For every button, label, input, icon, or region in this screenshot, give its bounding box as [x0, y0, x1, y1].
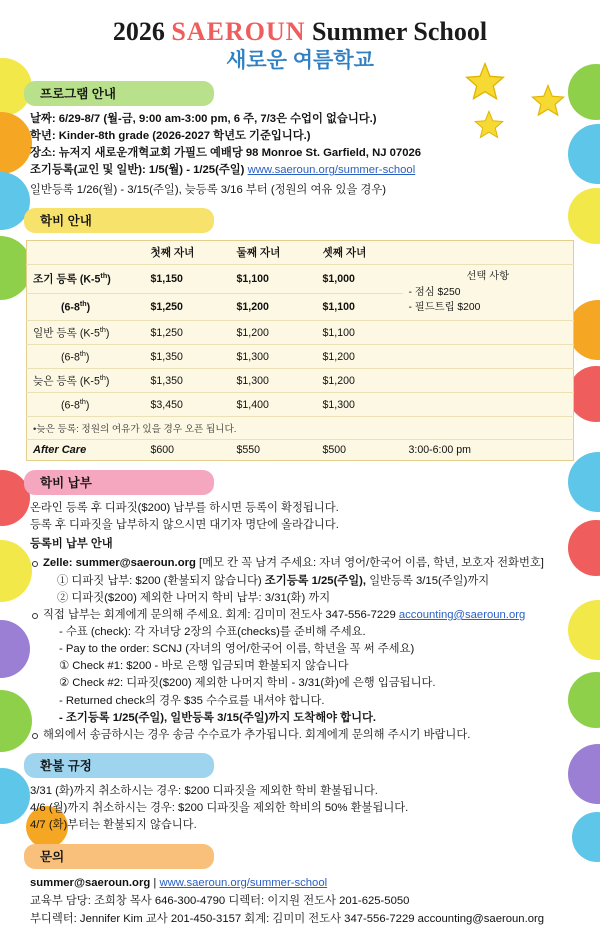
row-value: $1,150 [145, 265, 231, 293]
option-fieldtrip: - 필드트립 $200 [408, 302, 481, 314]
program-location-label: 장소: [30, 147, 59, 159]
program-body [24, 106, 576, 200]
row-value: $1,100 [317, 293, 403, 320]
refund-line: 4/7 (화)부터는 환불되지 않습니다. [30, 819, 197, 832]
page-title [24, 0, 576, 72]
title-brand: SAEROUN [171, 17, 306, 46]
table-header-row [27, 241, 574, 265]
aftercare-value: $500 [322, 443, 347, 456]
empty-cell [403, 345, 574, 369]
row-value: $3,450 [145, 393, 231, 417]
options-cell [403, 265, 574, 320]
row-value: $1,400 [231, 393, 317, 417]
section-refund [24, 753, 576, 834]
row-label: 늦은 등록 (K-5th) [27, 368, 145, 393]
refund-line: 3/31 (화)까지 취소하시는 경우: $200 디파짓을 제외한 학비 환불됩니다. [30, 785, 378, 798]
col-empty [27, 241, 145, 265]
program-grade-value: Kinder-8th grade (2026-2027 학년도 기준입니다.) [58, 129, 311, 142]
row-label: (6-8th) [27, 393, 145, 417]
row-value: $1,200 [231, 320, 317, 345]
row-value: $1,350 [145, 345, 231, 369]
section-header-refund: 환불 규정 [24, 753, 214, 778]
aftercare-row [27, 439, 574, 460]
section-header-program: 프로그램 안내 [24, 81, 214, 106]
program-general-value: 일반등록 1/26(월) - 3/15(주일), 늦등록 3/16 부터 (정원의 여유 있을 경우) [30, 184, 386, 197]
program-early-value: 1/5(월) - 1/25(주일) [148, 164, 245, 177]
table-row [27, 393, 574, 417]
check-note: ① Check #1: $200 - 바로 은행 입금되며 환불되지 않습니다 [59, 660, 349, 673]
section-header-tuition: 학비 안내 [24, 208, 214, 233]
contact-staff-line: 부디렉터: Jennifer Kim 교사 201-450-3157 회계: 김미미 전도사 347-556-7229 accounting@saeroun.org [30, 912, 545, 925]
section-tuition [24, 208, 576, 460]
deposit-line: ① 디파짓 납부: $200 (환불되지 않습니다) 조기등록 1/25(주일), 일반등록 3/15(주일)까지 [57, 574, 490, 587]
section-contact [24, 844, 576, 928]
registration-link[interactable]: www.saeroun.org/summer-school [247, 164, 416, 177]
row-value: $1,300 [231, 368, 317, 393]
program-location-value: 뉴저지 새로운개혁교회 가필드 예배당 98 Monroe St. Garfield, NJ 07026 [58, 147, 422, 159]
section-payment [24, 470, 576, 744]
empty-cell [403, 393, 574, 417]
table-row [27, 265, 574, 293]
check-deadline: - 조기등록 1/25(주일), 일반등록 3/15(주일)까지 도착해야 합니다. [59, 711, 377, 724]
col-child3: 셋째 자녀 [317, 241, 403, 265]
aftercare-value: $550 [236, 443, 261, 456]
aftercare-time: 3:00-6:00 pm [408, 443, 471, 456]
payment-body [24, 495, 576, 744]
check-note: ② Check #2: 디파짓($200) 제외한 나머지 학비 - 3/31(화)에 은행 입금됩니다. [59, 677, 436, 690]
overseas-note: 해외에서 송금하시는 경우 송금 수수료가 추가됩니다. 회계에게 문의해 주시기 바랍니다. [43, 728, 471, 741]
contact-separator: | [150, 876, 160, 889]
table-row [27, 345, 574, 369]
page-subtitle: 새로운 여름학교 [226, 48, 374, 72]
section-program [24, 81, 576, 200]
row-value: $1,350 [145, 368, 231, 393]
list-item [30, 727, 570, 744]
direct-payment-text: 직접 납부는 회계에게 문의해 주세요. 회계: 김미미 전도사 347-556-7229 [43, 608, 399, 621]
row-value: $1,000 [317, 265, 403, 293]
refund-body [24, 778, 576, 834]
payment-list [30, 555, 570, 744]
contact-email[interactable]: summer@saeroun.org [30, 876, 151, 889]
check-note: - 수표 (check): 각 자녀당 2장의 수표(checks)를 준비해 주세요. [59, 626, 366, 638]
row-value: $1,300 [231, 345, 317, 369]
list-item [30, 555, 570, 606]
table-row [27, 368, 574, 393]
table-footnote-row [27, 416, 574, 439]
row-label: (6-8th) [27, 345, 145, 369]
aftercare-value: $600 [150, 443, 175, 456]
list-item [30, 607, 570, 727]
tuition-footnote: •늦은 등록: 정원의 여유가 있을 경우 오픈 됩니다. [27, 416, 574, 439]
refund-line: 4/6 (월)까지 취소하시는 경우: $200 디파짓을 제외한 학비의 50% 환불됩니다. [30, 802, 409, 815]
zelle-address: Zelle: summer@saeroun.org [43, 557, 200, 570]
row-label: 조기 등록 (K-5th) [27, 265, 145, 293]
row-value: $1,200 [317, 368, 403, 393]
program-grade-label: 학년: [30, 129, 59, 142]
accounting-email-link[interactable]: accounting@saeroun.org [398, 608, 526, 621]
empty-cell [403, 368, 574, 393]
option-lunch: - 점심 $250 [408, 286, 461, 298]
row-value: $1,250 [145, 320, 231, 345]
title-year: 2026 [112, 17, 172, 46]
col-child1: 첫째 자녀 [145, 241, 231, 265]
row-value: $1,100 [231, 265, 317, 293]
row-value: $1,200 [317, 345, 403, 369]
contact-body [24, 869, 576, 928]
program-date-label: 날짜: [30, 112, 59, 125]
check-note: - Returned check의 경우 $35 수수료를 내셔야 합니다. [59, 694, 325, 707]
col-options [403, 241, 574, 265]
balance-line: ② 디파짓($200) 제외한 나머지 학비 납부: 3/31(화) 까지 [57, 591, 331, 604]
contact-staff-line: 교육부 담당: 조희창 목사 646-300-4790 디렉터: 이지원 전도사 201-625-5050 [30, 894, 410, 907]
program-early-label: 조기등록(교인 및 일반): [30, 164, 149, 177]
title-rest: Summer School [305, 17, 488, 46]
tuition-table [26, 240, 574, 460]
section-header-contact: 문의 [24, 844, 214, 869]
table-row [27, 320, 574, 345]
program-date-value: 6/29-8/7 (월-금, 9:00 am-3:00 pm, 6 주, 7/3은 수업이 없습니다.) [58, 112, 377, 125]
zelle-memo-note: [메모 칸 꼭 남겨 주세요: 자녀 영어/한국어 이름, 학년, 보호자 전화번호] [199, 557, 544, 570]
payment-subtitle: 등록비 납부 안내 [30, 538, 113, 551]
payment-intro-2: 등록 후 디파짓을 납부하지 않으시면 대기자 명단에 올라갑니다. [30, 519, 339, 532]
col-child2: 둘째 자녀 [231, 241, 317, 265]
row-label: (6-8th) [27, 293, 145, 320]
check-note: - Pay to the order: SCNJ (자녀의 영어/한국어 이름, 학년을 꼭 써 주세요) [59, 643, 415, 656]
section-header-payment: 학비 납부 [24, 470, 214, 495]
row-value: $1,250 [145, 293, 231, 320]
options-title: 선택 사항 [466, 271, 510, 283]
aftercare-label: After Care [33, 443, 87, 456]
payment-intro-1: 온라인 등록 후 디파짓($200) 납부를 하시면 등록이 확정됩니다. [30, 501, 339, 514]
empty-cell [403, 320, 574, 345]
row-value: $1,200 [231, 293, 317, 320]
contact-website-link[interactable]: www.saeroun.org/summer-school [159, 876, 328, 889]
row-label: 일반 등록 (K-5th) [27, 320, 145, 345]
row-value: $1,300 [317, 393, 403, 417]
row-value: $1,100 [317, 320, 403, 345]
